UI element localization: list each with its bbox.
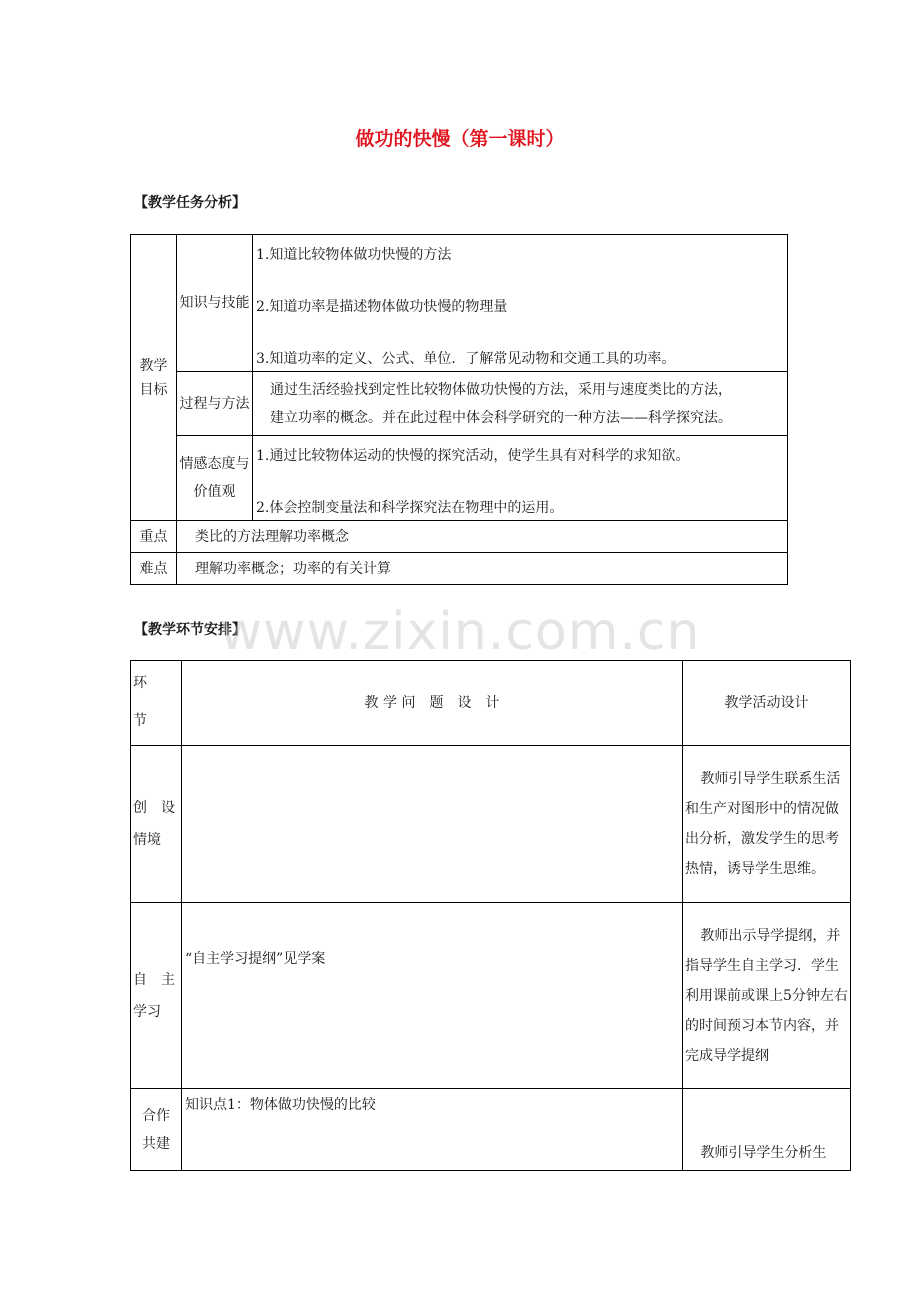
step-label-bottom: 情境 <box>133 832 161 848</box>
design-text: “自主学习提纲”见学案 <box>185 951 326 967</box>
design-text: 知识点1：物体做功快慢的比较 <box>185 1097 376 1113</box>
step-label-top: 合作 <box>142 1107 170 1124</box>
activity-text: 教师出示导学提纲，并指导学生自主学习．学生利用课前或课上5分钟左右的时间预习本节内容，并完成导学提纲 <box>685 927 848 1064</box>
design-cell <box>182 746 683 903</box>
activity-text: 教师引导学生分析生 <box>700 1145 827 1161</box>
activity-cell <box>683 746 851 903</box>
process-line: 通过生活经验找到定性比较物体做功快慢的方法，采用与速度类比的方法， <box>270 381 732 398</box>
emotion-item: 2.体会控制变量法和科学探究法在物理中的运用。 <box>256 500 564 516</box>
section-heading-task-analysis: 【教学任务分析】 <box>134 195 246 211</box>
header-step-top: 环 <box>133 675 147 691</box>
knowledge-item: 1.知道比较物体做功快慢的方法 <box>256 247 452 263</box>
emotion-label: 情感态度与价值观 <box>179 456 250 500</box>
step-cell <box>131 746 182 903</box>
difficult-label: 难点 <box>131 553 177 585</box>
step-label-bottom: 学习 <box>133 1003 161 1020</box>
design-cell <box>182 1089 683 1171</box>
step-arrangement-table <box>130 660 851 1171</box>
task-analysis-table <box>130 234 788 585</box>
page-title: 做功的快慢（第一课时） <box>355 128 565 150</box>
process-line: 建立功率的概念。并在此过程中体会科学研究的一种方法——科学探究法。 <box>270 409 732 426</box>
knowledge-content <box>253 235 788 372</box>
key-text: 类比的方法理解功率概念 <box>177 521 788 553</box>
process-label: 过程与方法 <box>179 395 250 412</box>
knowledge-item: 2.知道功率是描述物体做功快慢的物理量 <box>256 299 508 315</box>
difficult-text: 理解功率概念；功率的有关计算 <box>177 553 788 585</box>
process-content <box>253 372 788 436</box>
emotion-label-cell <box>177 436 253 521</box>
step-cell <box>131 1089 182 1171</box>
header-activity: 教学活动设计 <box>683 661 851 746</box>
step-cell <box>131 903 182 1089</box>
emotion-content <box>253 436 788 521</box>
goal-label-cell <box>131 235 177 521</box>
knowledge-item: 3.知道功率的定义、公式、单位．了解常见动物和交通工具的功率。 <box>256 351 676 367</box>
emotion-item: 1.通过比较物体运动的快慢的探究活动，使学生具有对科学的求知欲。 <box>256 448 690 464</box>
step-label-top: 自 主 <box>133 971 175 988</box>
design-cell <box>182 903 683 1089</box>
watermark: www.zixin.com.cn <box>219 602 701 662</box>
header-step-bottom: 节 <box>133 713 147 729</box>
process-label-cell <box>177 372 253 436</box>
section-heading-step-arrangement: 【教学环节安排】 <box>134 622 246 638</box>
key-label: 重点 <box>131 521 177 553</box>
header-step-cell <box>131 661 182 746</box>
activity-cell <box>683 903 851 1089</box>
knowledge-label: 知识与技能 <box>179 295 250 311</box>
header-design: 教 学 问 题 设 计 <box>182 661 683 746</box>
goal-label: 教学目标 <box>139 357 168 398</box>
step-label-top: 创 设 <box>133 800 175 816</box>
activity-cell <box>683 1089 851 1171</box>
knowledge-label-cell <box>177 235 253 372</box>
activity-text: 教师引导学生联系生活和生产对图形中的情况做出分析，激发学生的思考热情，诱导学生思维。 <box>685 771 841 877</box>
step-label-bottom: 共建 <box>142 1135 170 1152</box>
